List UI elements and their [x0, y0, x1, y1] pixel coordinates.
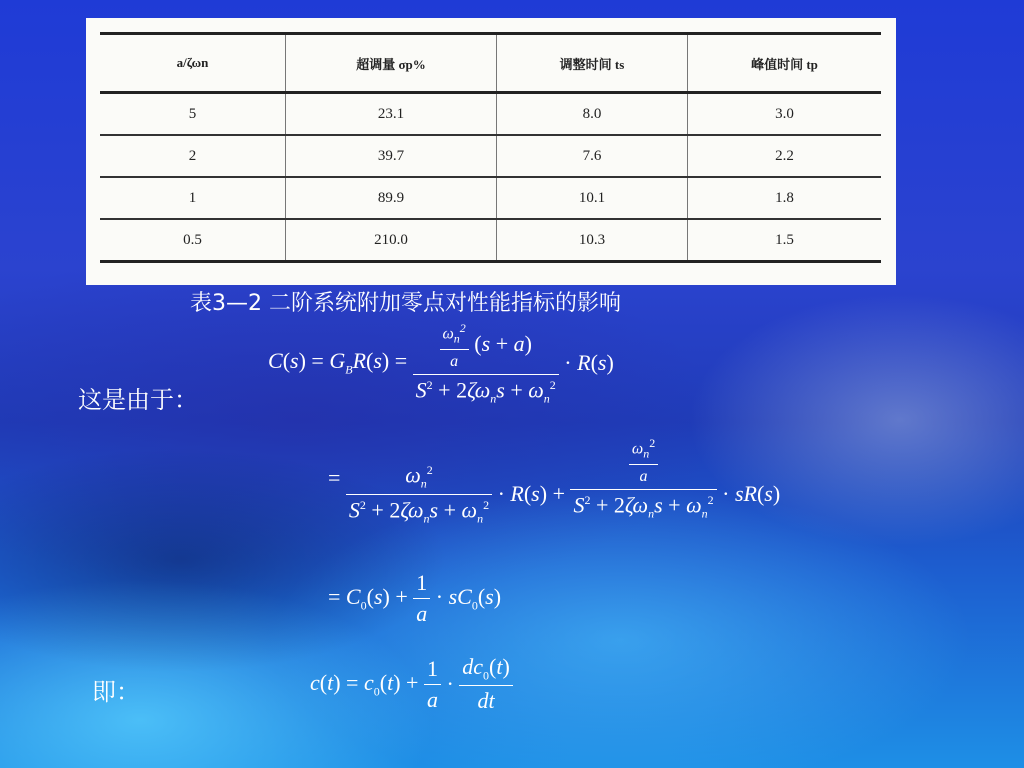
table-caption: 表3—2 二阶系统附加零点对性能指标的影响 — [190, 291, 621, 316]
header-overshoot: 超调量 σp% — [286, 34, 497, 93]
table-cell: 0.5 — [183, 231, 202, 248]
table-cell: 39.7 — [286, 135, 497, 177]
header-ratio: a/ζωn — [176, 55, 209, 70]
table-row — [100, 135, 881, 177]
equation-output-transfer: $C(s) = G_BR(s)$ = $\frac{\omega_n^2}{a}$ (s + a) $S^2 + 2\zeta\omega_ns + \omega_n^2$ · R(s) — [268, 321, 614, 406]
table-cell: 7.6 — [497, 135, 688, 177]
table-cell: 10.3 — [497, 219, 688, 262]
equation-time-domain: $c(t) = c_0(t)$ + $\frac{1}{a}$ · $\frac{dc_0(t)}{dt}$ — [310, 656, 513, 712]
table-cell: 3.0 — [688, 93, 882, 136]
table-cell: 1 — [188, 189, 197, 206]
table-row — [100, 93, 881, 136]
table-cell: 23.1 — [286, 93, 497, 136]
table-cell: 210.0 — [286, 219, 497, 262]
table-cell: 5 — [188, 105, 197, 122]
table-cell: 2 — [188, 147, 197, 164]
equation-c0-form: = $C_0(s)$ + $\frac{1}{a}$ · $sC_0(s)$ — [328, 570, 502, 626]
table-cell: 8.0 — [497, 93, 688, 136]
table-cell: 89.9 — [286, 177, 497, 219]
performance-table-panel — [86, 18, 896, 285]
because-label: 这是由于： — [78, 386, 198, 414]
equation-expansion: = $\frac{\omega_n^2}{S^2 + 2\zeta\omega_ns + \omega_n^2}$ · R(s) + $\frac{\frac{\omega_n^2}{a}}{S^2 + 2\zeta\omega_ns + \omega_n^2}$ · sR(s) — [328, 436, 781, 526]
performance-table — [100, 32, 881, 263]
header-peak-time: 峰值时间 tp — [688, 34, 882, 93]
header-settling-time: 调整时间 ts — [497, 34, 688, 93]
table-row — [100, 219, 881, 262]
table-cell: 10.1 — [497, 177, 688, 219]
table-cell: 1.5 — [688, 219, 882, 262]
namely-label: 即： — [92, 678, 140, 706]
table-header-row — [100, 34, 881, 93]
table-cell: 1.8 — [688, 177, 882, 219]
table-cell: 2.2 — [688, 135, 882, 177]
table-row — [100, 177, 881, 219]
